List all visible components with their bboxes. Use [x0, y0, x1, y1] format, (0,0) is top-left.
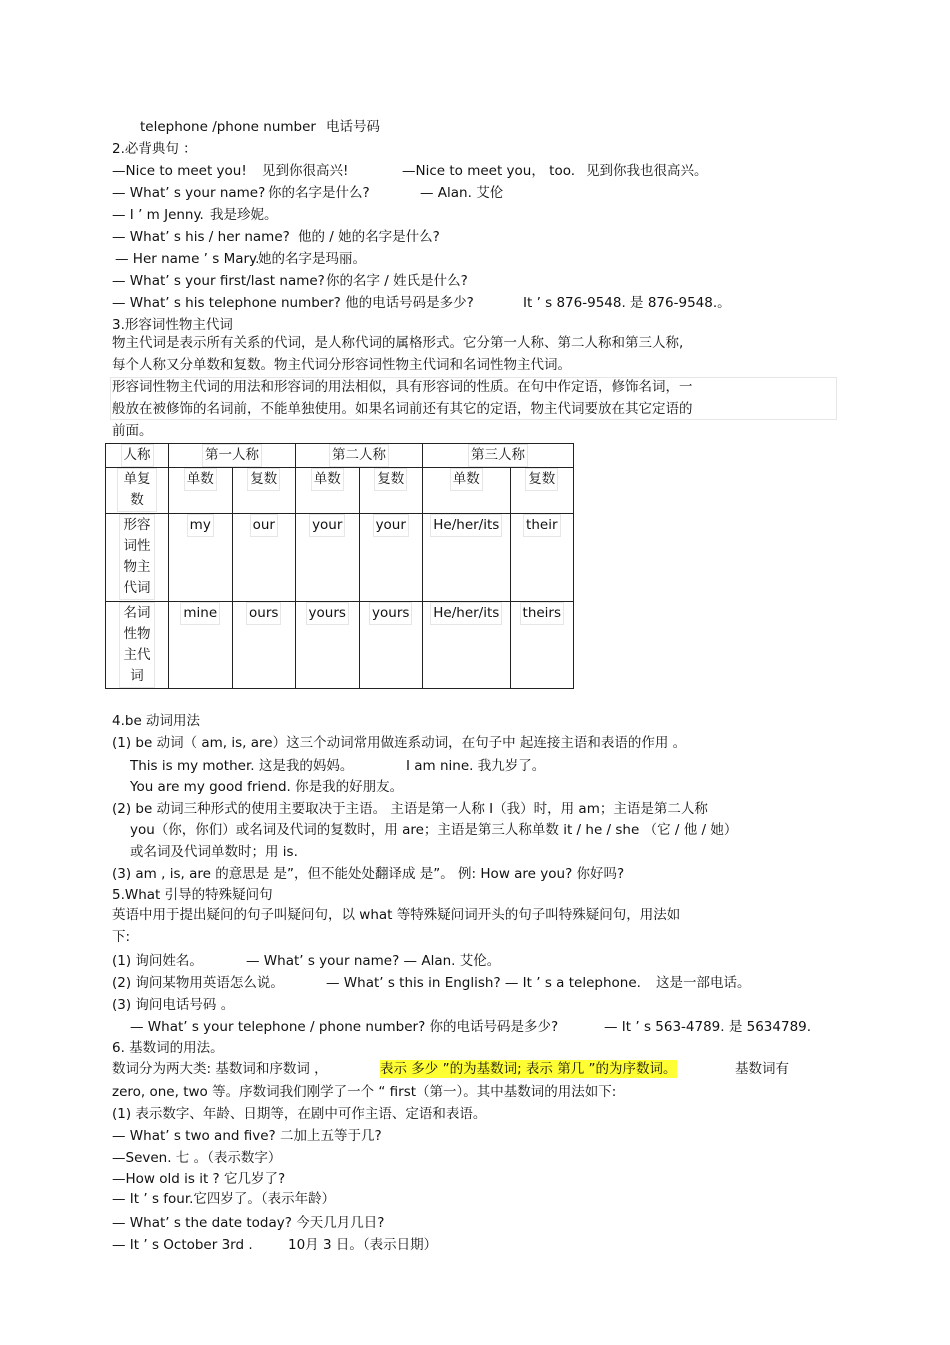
- paragraph-line: (1) be 动词（ am, is, are）这三个动词常用做连系动词，在句子中 起连接主语和表语的作用 。: [112, 735, 687, 751]
- sentence-cn: 你的名字 / 姓氏是什么?: [326, 273, 468, 289]
- section-2-heading: 2.必背典句 ：: [112, 141, 197, 157]
- table-cell: [169, 514, 233, 602]
- table-row: [106, 514, 574, 602]
- paragraph-line: 数词分为两大类: 基数词和序数词 ，: [112, 1061, 328, 1077]
- sentence-cn: 他的 / 她的名字是什么?: [298, 229, 440, 245]
- table-cell: [232, 468, 296, 514]
- sentence-cn: 我是珍妮。: [210, 207, 278, 223]
- table-label-cell: [106, 514, 169, 602]
- table-cell: [423, 602, 511, 689]
- cell-text: 单数: [184, 468, 217, 491]
- cell-text: your: [309, 514, 345, 537]
- table-header-cell: [106, 444, 169, 468]
- example: — What’ s this in English? — It ’ s a telephone.: [326, 975, 641, 991]
- cell-text: our: [250, 514, 278, 537]
- cell-text: theirs: [520, 602, 565, 625]
- paragraph-line: 或名词及代词单数时；用 is.: [130, 844, 298, 860]
- table-cell: [359, 468, 423, 514]
- cell-text: mine: [180, 602, 220, 625]
- cell-text: ours: [246, 602, 281, 625]
- cell-text: 复数: [374, 468, 407, 491]
- example: I am nine. 我九岁了。: [406, 758, 546, 774]
- table-cell: [169, 602, 233, 689]
- vocab-term-cn: 电话号码: [326, 119, 380, 135]
- cell-text: yours: [369, 602, 412, 625]
- table-row: [106, 444, 574, 468]
- vocab-term: telephone /phone number: [140, 119, 316, 135]
- pronoun-table: [105, 443, 574, 689]
- sentence: — What’ s his / her name?: [112, 229, 290, 245]
- example: —How old is it ? 它几岁了?: [112, 1171, 286, 1187]
- example: — What’ s the date today? 今天几月几日?: [112, 1215, 385, 1231]
- example: — It ’ s four.它四岁了。（表示年龄）: [112, 1191, 336, 1207]
- table-row: [106, 468, 574, 514]
- cell-text: your: [373, 514, 409, 537]
- example: — What’ s your telephone / phone number? 你的电话号码是多少?: [130, 1019, 559, 1035]
- example: — What’ s your name? — Alan. 艾伦。: [246, 953, 501, 969]
- paragraph-line: 下:: [112, 929, 131, 945]
- sentence-cn: 见到你我也很高兴。: [586, 163, 708, 179]
- table-header-cell: [169, 444, 296, 468]
- table-header-cell: [296, 444, 423, 468]
- table-label-cell: [106, 602, 169, 689]
- cell-text: He/her/its: [430, 602, 502, 625]
- example-cn: 10月 3 日。（表示日期）: [288, 1237, 438, 1253]
- sentence-cn: 你的名字是什么?: [268, 185, 370, 201]
- list-item: (2) 询问某物用英语怎么说。: [112, 975, 284, 991]
- cell-text: He/her/its: [430, 514, 502, 537]
- paragraph-line: (1) 表示数字、年龄、日期等，在剧中可作主语、定语和表语。: [112, 1106, 487, 1122]
- list-item: (3) 询问电话号码 。: [112, 997, 235, 1013]
- table-cell: [359, 514, 423, 602]
- example: — It ’ s October 3rd .: [112, 1237, 253, 1253]
- sentence: — Alan. 艾伦: [420, 185, 504, 201]
- sentence-cn: 见到你很高兴!: [262, 163, 349, 179]
- example: — What’ s two and five? 二加上五等于几?: [112, 1128, 382, 1144]
- table-cell: [232, 602, 296, 689]
- table-cell: [232, 514, 296, 602]
- sentence-cn: 她的名字是玛丽。: [258, 251, 366, 267]
- sentence: — Her name ’ s Mary.: [115, 251, 260, 267]
- cell-text: 第一人称: [202, 444, 262, 467]
- table-cell: [510, 514, 573, 602]
- cell-text: 复数: [525, 468, 558, 491]
- table-row: [106, 602, 574, 689]
- section-5-heading: 5.What 引导的特殊疑问句: [112, 887, 273, 903]
- table-cell: [510, 468, 573, 514]
- cell-text: my: [187, 514, 214, 537]
- cell-text: 第三人称: [468, 444, 528, 467]
- paragraph-line: 前面。: [112, 423, 153, 439]
- table-header-cell: [423, 444, 574, 468]
- sentence: —Nice to meet you， too.: [402, 163, 576, 179]
- table-cell: [359, 602, 423, 689]
- cell-text: 形容词性物主代词: [119, 514, 155, 600]
- list-item: (1) 询问姓名。: [112, 953, 203, 969]
- example: You are my good friend. 你是我的好朋友。: [130, 779, 404, 795]
- table-cell: [510, 602, 573, 689]
- section-4-heading: 4.be 动词用法: [112, 713, 201, 729]
- table-label-cell: [106, 468, 169, 514]
- sentence: — What’ s your name?: [112, 185, 266, 201]
- paragraph-line: 般放在被修饰的名词前，不能单独使用。如果名词前还有其它的定语，物主代词要放在其它定语的: [112, 401, 693, 417]
- paragraph-line: zero, one, two 等。序数词我们刚学了一个 “ first（第一）。其中基数词的用法如下:: [112, 1084, 617, 1100]
- cell-text: 单数: [450, 468, 483, 491]
- section-3-heading: 3.形容词性物主代词: [112, 317, 233, 333]
- cell-text: 人称: [121, 444, 154, 467]
- cell-text: their: [523, 514, 560, 537]
- paragraph-line: you（你，你们）或名词及代词的复数时，用 are；主语是第三人称单数 it / he / she （它 / 他 / 她）: [130, 822, 738, 838]
- paragraph-line: 每个人称又分单数和复数。物主代词分形容词性物主代词和名词性物主代词。: [112, 357, 571, 373]
- cell-text: 单数: [311, 468, 344, 491]
- table-cell: [169, 468, 233, 514]
- paragraph-line: 英语中用于提出疑问的句子叫疑问句，以 what 等特殊疑问词开头的句子叫特殊疑问句，用法如: [112, 907, 681, 923]
- table-cell: [296, 602, 360, 689]
- paragraph-line: 物主代词是表示所有关系的代词，是人称代词的属格形式。它分第一人称、第二人称和第三人称,: [112, 335, 684, 351]
- cell-text: 单复数: [117, 468, 157, 512]
- paragraph-line: 形容词性物主代词的用法和形容词的用法相似，具有形容词的性质。在句中作定语，修饰名词，一: [112, 379, 693, 395]
- paragraph-line: 基数词有: [735, 1061, 789, 1077]
- example: — It ’ s 563-4789. 是 5634789.: [604, 1019, 812, 1035]
- example: This is my mother. 这是我的妈妈。: [130, 758, 354, 774]
- cell-text: yours: [306, 602, 349, 625]
- table-cell: [296, 514, 360, 602]
- sentence: — What’ s his telephone number? 他的电话号码是多少?: [112, 295, 474, 311]
- paragraph-line: (2) be 动词三种形式的使用主要取决于主语。 主语是第一人称 I（我）时，用 am；主语是第二人称: [112, 801, 708, 817]
- table-cell: [423, 514, 511, 602]
- cell-text: 名词性物主代词: [119, 602, 155, 688]
- paragraph-line: (3) am , is, are 的意思是 是”，但不能处处翻译成 是”。 例: How are you? 你好吗?: [112, 866, 625, 882]
- sentence: — What’ s your first/last name?: [112, 273, 325, 289]
- cell-text: 复数: [247, 468, 280, 491]
- highlighted-text: 表示 多少 ”的为基数词; 表示 第几 ”的为序数词。: [380, 1061, 677, 1077]
- table-cell: [423, 468, 511, 514]
- sentence: — I ’ m Jenny.: [112, 207, 204, 223]
- section-6-heading: 6. 基数词的用法。: [112, 1040, 224, 1056]
- sentence: —Nice to meet you!: [112, 163, 247, 179]
- example: —Seven. 七 。（表示数字）: [112, 1150, 282, 1166]
- sentence: It ’ s 876-9548. 是 876-9548.。: [523, 295, 731, 311]
- example-cn: 这是一部电话。: [656, 975, 751, 991]
- table-cell: [296, 468, 360, 514]
- cell-text: 第二人称: [329, 444, 389, 467]
